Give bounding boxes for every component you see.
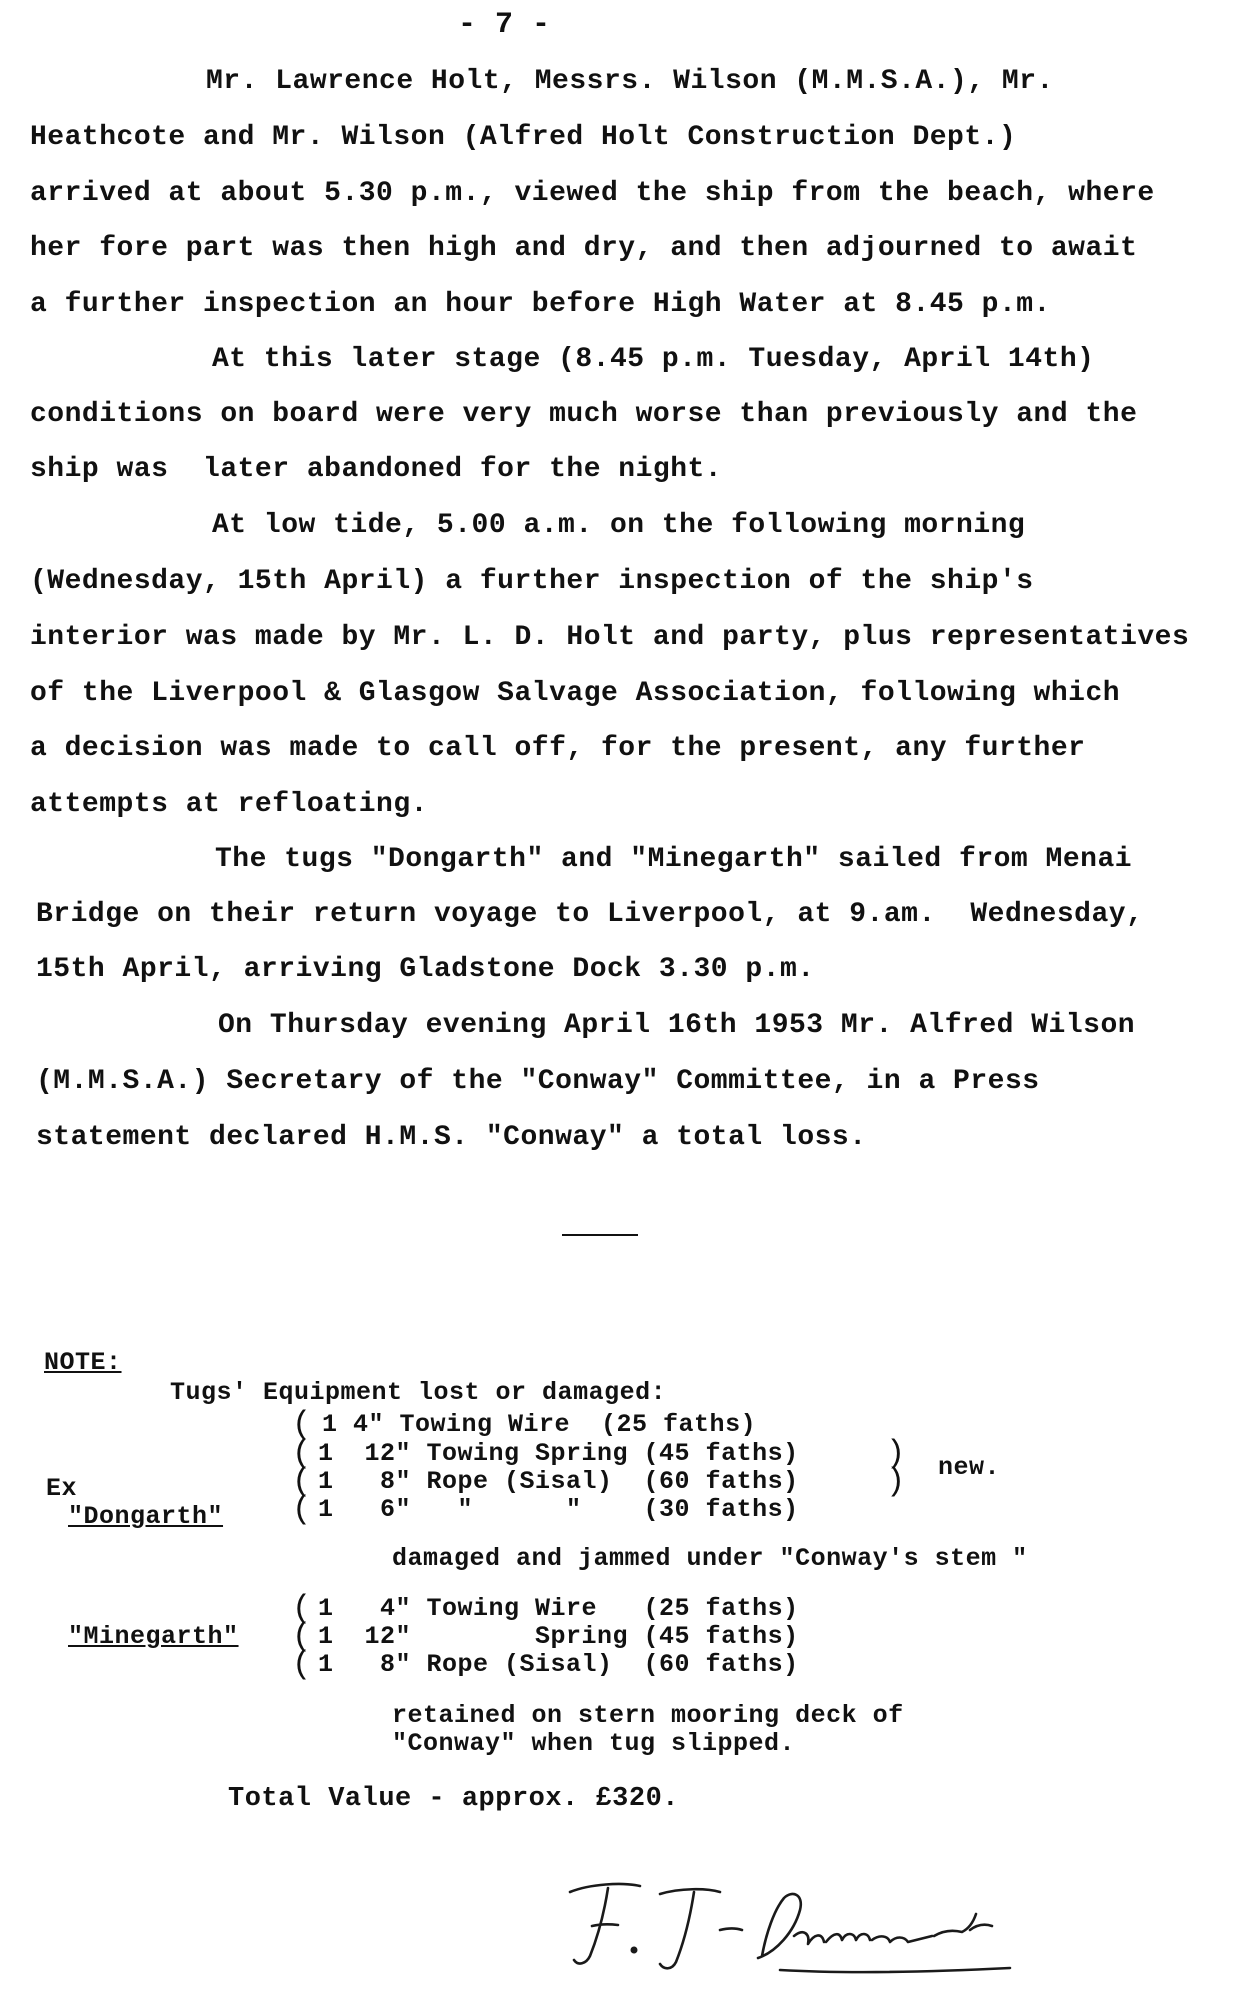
body-line: The tugs "Dongarth" and "Minegarth" sailed from Menai: [215, 844, 1133, 875]
brace-glyph: (: [292, 1590, 312, 1627]
body-line: her fore part was then high and dry, and then adjourned to await: [30, 233, 1138, 264]
body-line: (Wednesday, 15th April) a further inspection of the ship's: [30, 566, 1034, 597]
dongarth-name: "Dongarth": [68, 1502, 224, 1531]
body-line: (M.M.S.A.) Secretary of the "Conway" Committee, in a Press: [36, 1066, 1040, 1097]
body-line: arrived at about 5.30 p.m., viewed the ship from the beach, where: [30, 178, 1155, 209]
body-line: of the Liverpool & Glasgow Salvage Association, following which: [30, 678, 1121, 709]
body-line: attempts at refloating.: [30, 789, 428, 820]
body-line: At low tide, 5.00 a.m. on the following morning: [212, 510, 1026, 541]
note-heading: NOTE:: [44, 1348, 122, 1377]
body-line: Heathcote and Mr. Wilson (Alfred Holt Construction Dept.): [30, 122, 1017, 153]
brace-glyph: (: [292, 1406, 312, 1443]
body-line: At this later stage (8.45 p.m. Tuesday, April 14th): [212, 344, 1095, 375]
body-line: conditions on board were very much worse than previously and the: [30, 399, 1138, 430]
dongarth-item: 1 8" Rope (Sisal) (60 faths): [318, 1467, 799, 1496]
total-value: Total Value - approx. £320.: [228, 1784, 679, 1814]
dongarth-prefix: Ex: [46, 1474, 78, 1503]
body-line: Bridge on their return voyage to Liverpool, at 9.am. Wednesday,: [36, 899, 1144, 930]
body-line: a further inspection an hour before High Water at 8.45 p.m.: [30, 289, 1051, 320]
body-line: Mr. Lawrence Holt, Messrs. Wilson (M.M.S.A.), Mr.: [206, 66, 1054, 97]
brace-glyph: (: [292, 1435, 312, 1472]
note-subheading: Tugs' Equipment lost or damaged:: [170, 1378, 667, 1407]
dongarth-new-label: new.: [938, 1453, 1001, 1482]
minegarth-item: 1 12" Spring (45 faths): [318, 1622, 799, 1651]
brace-glyph: (: [292, 1646, 312, 1683]
dongarth-item: 1 12" Towing Spring (45 faths): [318, 1439, 799, 1468]
body-line: ship was later abandoned for the night.: [30, 454, 723, 485]
brace-glyph: ): [886, 1463, 906, 1500]
minegarth-remark-line: "Conway" when tug slipped.: [392, 1729, 796, 1758]
minegarth-item: 1 4" Towing Wire (25 faths): [318, 1594, 799, 1623]
minegarth-remark-line: retained on stern mooring deck of: [392, 1701, 904, 1730]
body-line: interior was made by Mr. L. D. Holt and party, plus representatives: [30, 622, 1190, 653]
body-line: 15th April, arriving Gladstone Dock 3.30 p.m.: [36, 954, 815, 985]
brace-glyph: (: [292, 1491, 312, 1528]
brace-glyph: (: [292, 1618, 312, 1655]
dongarth-remark: damaged and jammed under "Conway's stem ": [392, 1544, 1028, 1573]
dongarth-item: 1 4" Towing Wire (25 faths): [322, 1410, 757, 1439]
section-divider: [562, 1234, 638, 1236]
brace-glyph: ): [886, 1435, 906, 1472]
body-line: statement declared H.M.S. "Conway" a total loss.: [36, 1122, 867, 1153]
page-number: - 7 -: [458, 8, 551, 42]
minegarth-name: "Minegarth": [68, 1622, 239, 1651]
minegarth-item: 1 8" Rope (Sisal) (60 faths): [318, 1650, 799, 1679]
body-line: On Thursday evening April 16th 1953 Mr. Alfred Wilson: [218, 1010, 1136, 1041]
dongarth-item: 1 6" " " (30 faths): [318, 1495, 799, 1524]
body-line: a decision was made to call off, for the present, any further: [30, 733, 1086, 764]
brace-glyph: (: [292, 1463, 312, 1500]
handwritten-signature: [530, 1870, 1050, 1980]
